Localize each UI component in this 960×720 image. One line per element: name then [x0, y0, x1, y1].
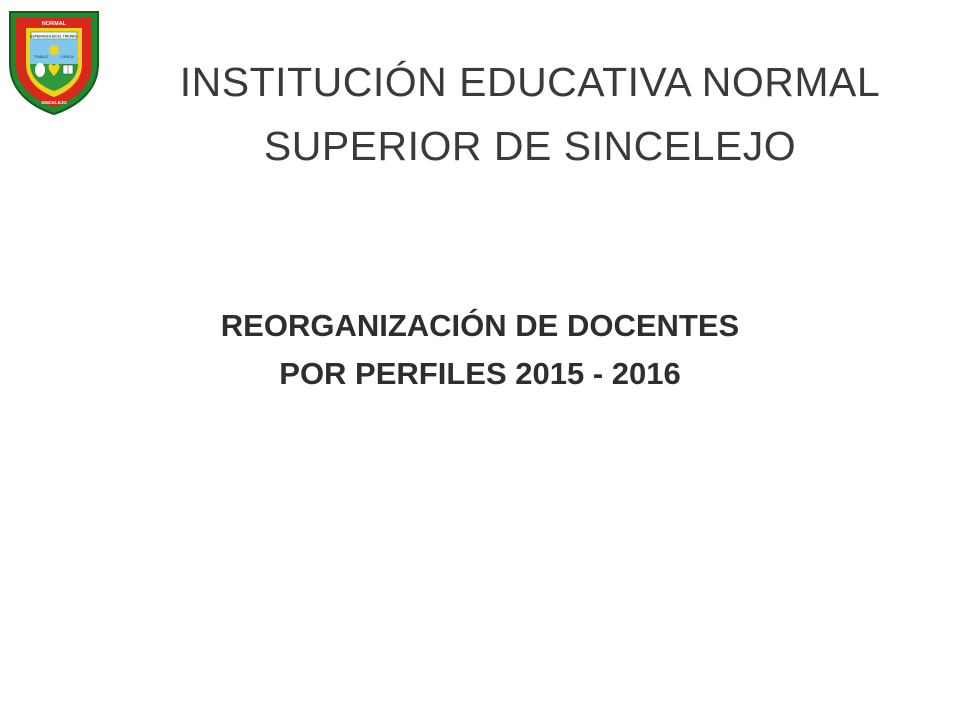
subtitle-line-1: REORGANIZACIÓN DE DOCENTES — [220, 308, 740, 343]
page-title — [130, 50, 930, 178]
school-crest-icon — [4, 6, 104, 118]
subtitle-line-2: POR PERFILES 2015 - 2016 — [279, 356, 681, 391]
logo-word-left: TRABAJO — [33, 55, 49, 59]
logo-motto: ESPERANZA EN EL TRIUNFO — [30, 34, 78, 39]
logo-top-text: NORMAL — [41, 21, 67, 27]
page-subtitle — [130, 302, 830, 398]
title-line-2: SUPERIOR DE SINCELEJO — [263, 123, 797, 169]
logo-word-right: CIENCIA — [60, 55, 74, 59]
title-line-1: INSTITUCIÓN EDUCATIVA NORMAL — [179, 59, 881, 105]
logo-bottom-text: SINCELEJO — [41, 100, 67, 105]
